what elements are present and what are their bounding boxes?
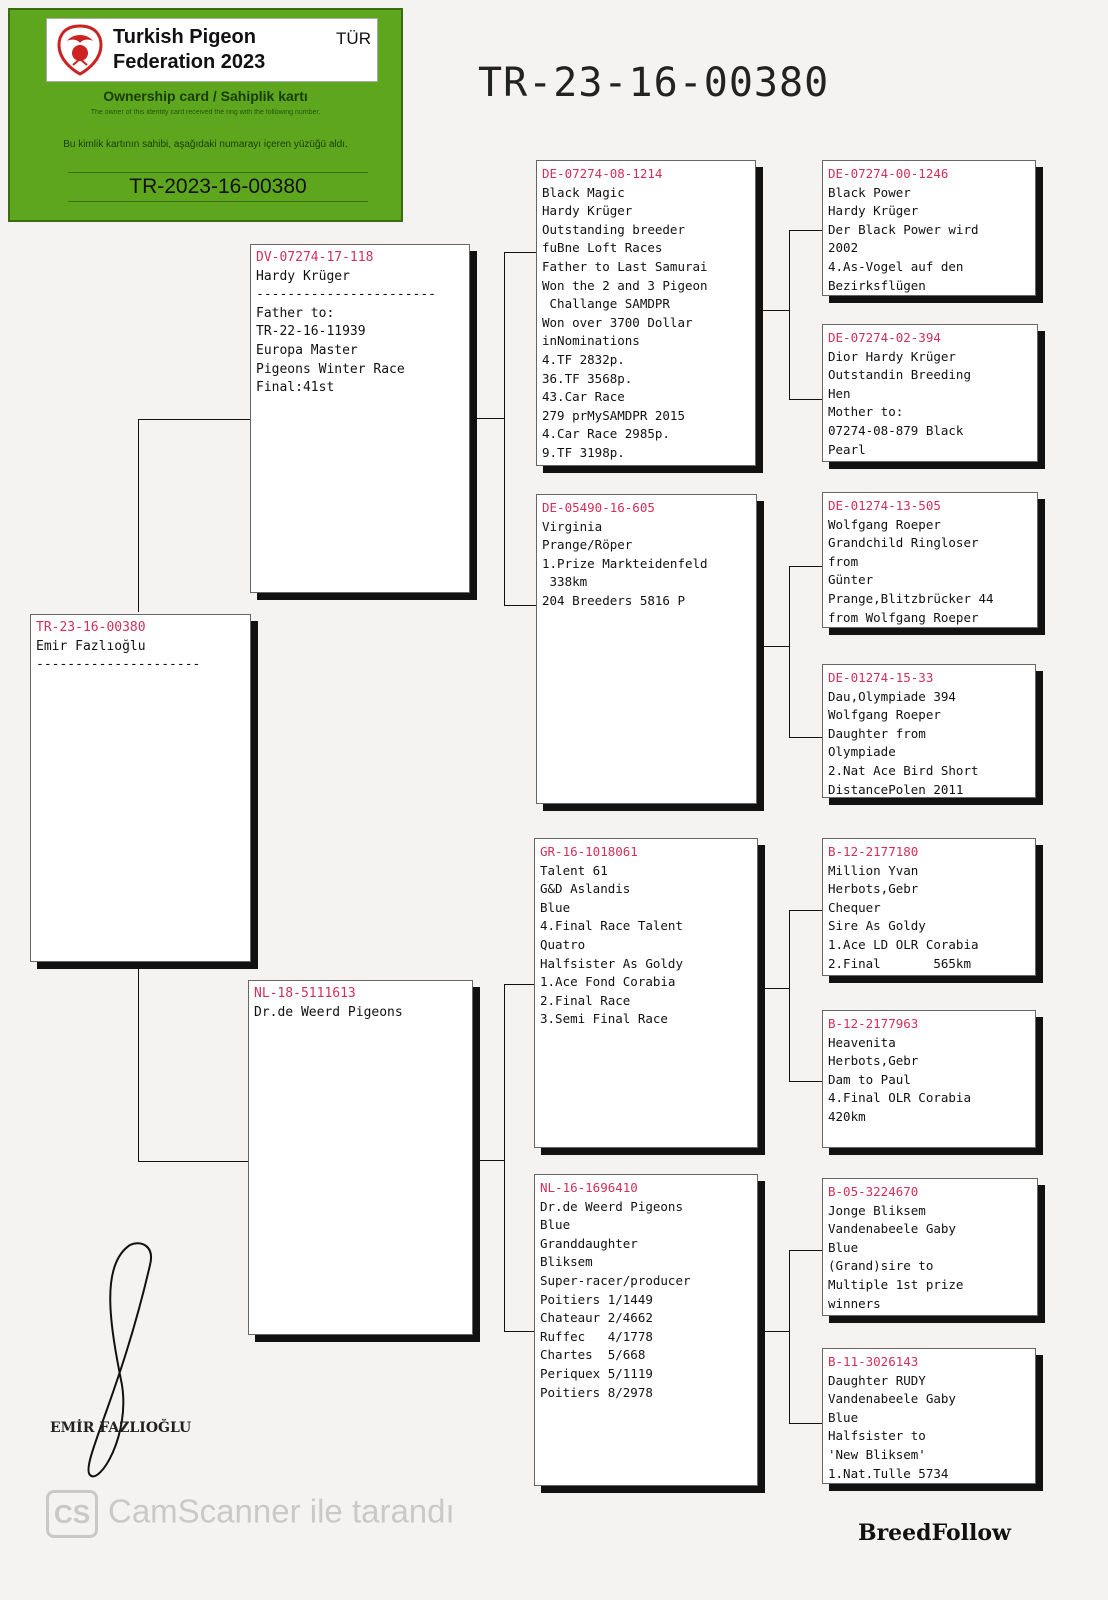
info-line: Heavenita [828, 1034, 896, 1050]
card-number: TR-2023-16-00380 [68, 172, 368, 202]
pedigree-box-ggp-7 [822, 1178, 1038, 1316]
info-line: DistancePolen 2011 [828, 781, 964, 797]
info-line: 3.Semi Final Race [540, 1011, 668, 1027]
info-line: Dau,Olympiade 394 [828, 688, 956, 704]
federation-logo-icon [55, 23, 105, 77]
connector [789, 910, 823, 1082]
pedigree-box-ggp-1 [822, 160, 1036, 296]
info-line: Bliksem [540, 1254, 593, 1270]
info-line: 4.Final Race Talent [540, 918, 683, 934]
connector [138, 951, 249, 1162]
info-line: --------------------- [36, 657, 201, 673]
ring-number: B-12-2177963 [828, 1016, 919, 1031]
info-line: Blue [540, 1217, 571, 1233]
info-line: fuBne Loft Races [542, 240, 663, 256]
info-line: Father to: [256, 305, 335, 321]
info-line: Dr.de Weerd Pigeons [254, 1004, 403, 1020]
connector [138, 419, 251, 612]
info-line: Poitiers 8/2978 [540, 1384, 653, 1400]
info-line: Blue [828, 1239, 859, 1255]
card-title: Turkish Pigeon Federation 2023 [113, 26, 266, 73]
pedigree-box-ggp-5 [822, 838, 1036, 976]
info-line: Bezirksflügen [828, 277, 926, 293]
info-line: Won the 2 and 3 Pigeon [542, 277, 708, 293]
info-line: Talent 61 [540, 862, 608, 878]
connector [757, 988, 789, 989]
ring-number: GR-16-1018061 [540, 844, 638, 859]
info-line: 4.Car Race 2985p. [542, 426, 670, 442]
info-line: inNominations [542, 333, 640, 349]
ring-number: TR-23-16-00380 [36, 620, 146, 635]
pedigree-box-dam-dam [534, 1174, 758, 1486]
ring-number: DE-01274-15-33 [828, 670, 934, 685]
info-line: Pearl [828, 441, 866, 457]
ring-number: B-11-3026143 [828, 1354, 919, 1369]
info-line: 204 Breeders 5816 P [542, 592, 685, 608]
info-line: Sire As Goldy [828, 918, 926, 934]
ring-number: B-12-2177180 [828, 844, 919, 859]
info-line: 07274-08-879 Black [828, 422, 964, 438]
info-line: Halfsister As Goldy [540, 955, 683, 971]
info-line: ----------------------- [256, 287, 437, 303]
signature-icon [60, 1235, 180, 1505]
ring-number: NL-18-5111613 [254, 986, 356, 1001]
info-line: Multiple 1st prize [828, 1276, 964, 1292]
connector [789, 566, 823, 738]
pedigree-box-ggp-6 [822, 1010, 1036, 1148]
info-line: 2.Nat Ace Bird Short [828, 762, 979, 778]
info-line: 4.TF 2832p. [542, 351, 625, 367]
connector [469, 418, 504, 419]
ring-number: DE-01274-13-505 [828, 498, 941, 513]
emblem-icon: TÜR [336, 29, 371, 48]
pedigree-box-ggp-8 [822, 1348, 1036, 1484]
pedigree-box-sire-sire [536, 160, 756, 466]
connector [757, 646, 789, 647]
card-header [46, 18, 378, 82]
info-line: Chateaur 2/4662 [540, 1310, 653, 1326]
connector [474, 1160, 504, 1161]
ring-number: B-05-3224670 [828, 1184, 919, 1199]
info-line: Chequer [828, 899, 881, 915]
ring-number: DE-05490-16-605 [542, 500, 655, 515]
info-line: Black Magic [542, 184, 625, 200]
info-line: 1.Ace LD OLR Corabia [828, 936, 979, 952]
card-subtitle: Ownership card / Sahiplik kartı [103, 88, 308, 104]
info-line: Grandchild Ringloser [828, 535, 979, 551]
watermark-text: CamScanner ile tarandı [108, 1492, 455, 1530]
info-line: 1.Prize Markteidenfeld [542, 555, 708, 571]
info-line: Günter [828, 572, 874, 588]
info-line: Periquex 5/1119 [540, 1365, 653, 1381]
info-line: Emir Fazlıoğlu [36, 638, 146, 654]
info-line: 'New Bliksem' [828, 1446, 926, 1462]
pedigree-box-ggp-4 [822, 664, 1036, 798]
ring-number: DE-07274-02-394 [828, 330, 941, 345]
info-line: Wolfgang Roeper [828, 516, 941, 532]
brand-logo: BreedFollow [858, 1520, 1011, 1546]
info-line: Olympiade [828, 744, 896, 760]
info-line: Granddaughter [540, 1235, 638, 1251]
ring-number: NL-16-1696410 [540, 1180, 638, 1195]
info-line: Dam to Paul [828, 1071, 911, 1087]
info-line: 279 prMySAMDPR 2015 [542, 407, 685, 423]
info-line: Outstandin Breeding [828, 367, 971, 383]
connector [789, 1250, 823, 1424]
info-line: Vandenabeele Gaby [828, 1221, 956, 1237]
connector [757, 1331, 789, 1332]
connector [504, 252, 537, 606]
pedigree-box-ggp-2 [822, 324, 1038, 462]
info-line: 9.TF 3198p. [542, 444, 625, 460]
info-line: Million Yvan [828, 862, 919, 878]
info-line: Hardy Krüger [828, 203, 919, 219]
info-line: (Grand)sire to [828, 1258, 934, 1274]
pedigree-box-subject [30, 614, 251, 962]
info-line: Prange,Blitzbrücker 44 [828, 590, 994, 606]
info-line: Virginia [542, 518, 603, 534]
info-line: Final:41st [256, 380, 335, 396]
pedigree-box-ggp-3 [822, 492, 1038, 628]
ownership-card [8, 8, 403, 222]
document-title: TR-23-16-00380 [478, 60, 830, 106]
info-line: Hen [828, 385, 851, 401]
card-fine-print-en: The owner of this identity card received the ring with the following number. [90, 109, 321, 116]
info-line: Black Power [828, 184, 911, 200]
scanner-watermark [46, 1490, 455, 1538]
info-line: 420km [828, 1108, 866, 1124]
info-line: Daughter from [828, 725, 926, 741]
ring-number: DE-07274-08-1214 [542, 166, 663, 181]
info-line: Chartes 5/668 [540, 1347, 646, 1363]
info-line: 338km [542, 574, 588, 590]
info-line: 4.Final OLR Corabia [828, 1090, 971, 1106]
info-line: Der Black Power wird [828, 221, 979, 237]
info-line: Challange SAMDPR [542, 296, 670, 312]
info-line: Hardy Krüger [256, 268, 350, 284]
info-line: Hardy Krüger [542, 203, 633, 219]
info-line: Poitiers 1/1449 [540, 1291, 653, 1307]
info-line: Pigeons Winter Race [256, 361, 405, 377]
pedigree-box-dam [248, 980, 473, 1335]
info-line: Daughter RUDY [828, 1372, 926, 1388]
pedigree-box-dam-sire [534, 838, 758, 1148]
info-line: 36.TF 3568p. [542, 370, 633, 386]
info-line: 2.Final Race [540, 992, 631, 1008]
info-line: Prange/Röper [542, 537, 633, 553]
info-line: Ruffec 4/1778 [540, 1328, 653, 1344]
info-line: 43.Car Race [542, 389, 625, 405]
connector [757, 310, 789, 311]
signature-name: EMİR FAZLIOĞLU [50, 1420, 192, 1436]
info-line: Blue [540, 899, 571, 915]
info-line: 1.Nat.Tulle 5734 [828, 1465, 949, 1481]
info-line: Wolfgang Roeper [828, 707, 941, 723]
info-line: G&D Aslandis [540, 881, 631, 897]
card-fine-print-tr: Bu kimlik kartının sahibi, aşağıdaki numarayı içeren yüzüğü aldı. [63, 139, 348, 150]
info-line: Jonge Bliksem [828, 1202, 926, 1218]
info-line: Halfsister to [828, 1428, 926, 1444]
info-line: Herbots,Gebr [828, 1053, 919, 1069]
pedigree-box-sire [250, 244, 470, 593]
connector [789, 230, 823, 400]
info-line: Dior Hardy Krüger [828, 348, 956, 364]
ring-number: DV-07274-17-118 [256, 250, 374, 265]
pedigree-box-sire-dam [536, 494, 757, 804]
info-line: 4.As-Vogel auf den [828, 258, 964, 274]
info-line: Outstanding breeder [542, 221, 685, 237]
info-line: Blue [828, 1409, 859, 1425]
info-line: TR-22-16-11939 [256, 324, 366, 340]
info-line: Quatro [540, 936, 586, 952]
info-line: Mother to: [828, 404, 904, 420]
info-line: 2002 [828, 240, 859, 256]
info-line: Europa Master [256, 342, 358, 358]
info-line: Vandenabeele Gaby [828, 1391, 956, 1407]
info-line: winners [828, 1295, 881, 1311]
connector [504, 984, 535, 1332]
info-line: 1.Ace Fond Corabia [540, 974, 676, 990]
info-line: 2.Final 565km [828, 955, 971, 971]
info-line: Dr.de Weerd Pigeons [540, 1198, 683, 1214]
info-line: Won over 3700 Dollar [542, 314, 693, 330]
camscanner-icon: CS [46, 1490, 98, 1538]
info-line: Father to Last Samurai [542, 258, 708, 274]
info-line: Super-racer/producer [540, 1272, 691, 1288]
info-line: Herbots,Gebr [828, 881, 919, 897]
info-line: from Wolfgang Roeper [828, 609, 979, 625]
info-line: from [828, 553, 859, 569]
ring-number: DE-07274-00-1246 [828, 166, 949, 181]
